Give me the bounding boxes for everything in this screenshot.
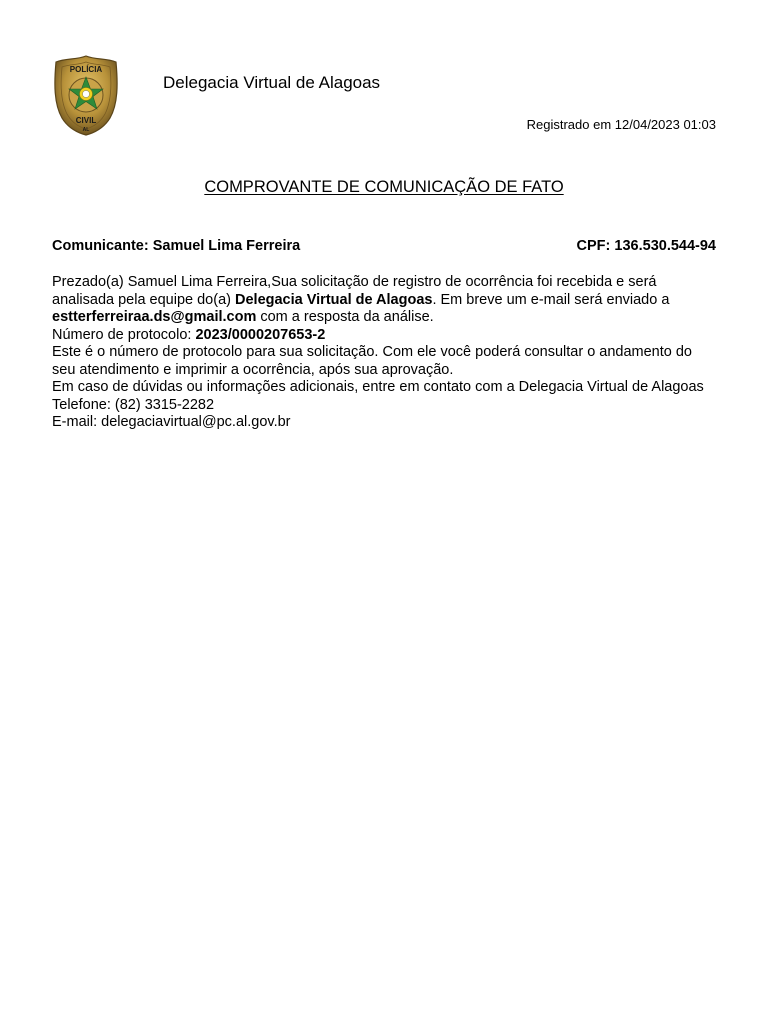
cpf (577, 238, 716, 254)
email-line: E-mail: delegaciavirtual@pc.al.gov.br (52, 414, 291, 430)
communicant-name: Samuel Lima Ferreira (152, 238, 301, 254)
phone-line: Telefone: (82) 3315-2282 (52, 396, 215, 413)
svg-text:CIVIL: CIVIL (75, 116, 97, 125)
recipient-email: estterferreiraa.ds@gmail.com (52, 309, 257, 325)
registered-datetime: 12/04/2023 01:03 (614, 117, 716, 132)
agency-bold: Delegacia Virtual de Alagoas (235, 291, 433, 308)
communicant-info-row (52, 238, 716, 254)
police-badge-icon (52, 54, 120, 136)
protocol-line (52, 327, 716, 345)
protocol-label: Número de protocolo: (52, 326, 196, 343)
email-intro: . Em breve um e-mail será enviado a (432, 291, 670, 308)
registered-label: Registrado em (526, 117, 612, 132)
document-title: COMPROVANTE DE COMUNICAÇÃO DE FATO (204, 178, 564, 196)
email-after: com a resposta da análise. (256, 309, 434, 325)
cpf-label: CPF: (576, 238, 611, 254)
protocol-number: 2023/0000207653-2 (195, 326, 326, 343)
svg-text:AL: AL (82, 127, 90, 133)
agency-name: Delegacia Virtual de Alagoas (163, 73, 381, 92)
communicant-label: Comunicante: (52, 238, 149, 254)
greeting-text: Prezado(a) Samuel Lima Ferreira,Sua solicitação de registro de ocorrência foi recebida e será analisada pela equipe do(a) (52, 274, 657, 308)
greeting-paragraph (52, 274, 716, 327)
message-body (52, 274, 716, 432)
contact-info: Em caso de dúvidas ou informações adicionais, entre em contato com a Delegacia Virtual de Alagoas (52, 379, 704, 395)
cpf-value: 136.530.544-94 (614, 238, 716, 254)
svg-text:POLÍCIA: POLÍCIA (69, 65, 103, 74)
protocol-info: Este é o número de protocolo para sua solicitação. Com ele você poderá consultar o andamento do seu atendimento e imprimir a ocorrência, após sua aprovação. (52, 344, 692, 378)
registration-timestamp (527, 117, 716, 132)
communicant (52, 238, 300, 254)
